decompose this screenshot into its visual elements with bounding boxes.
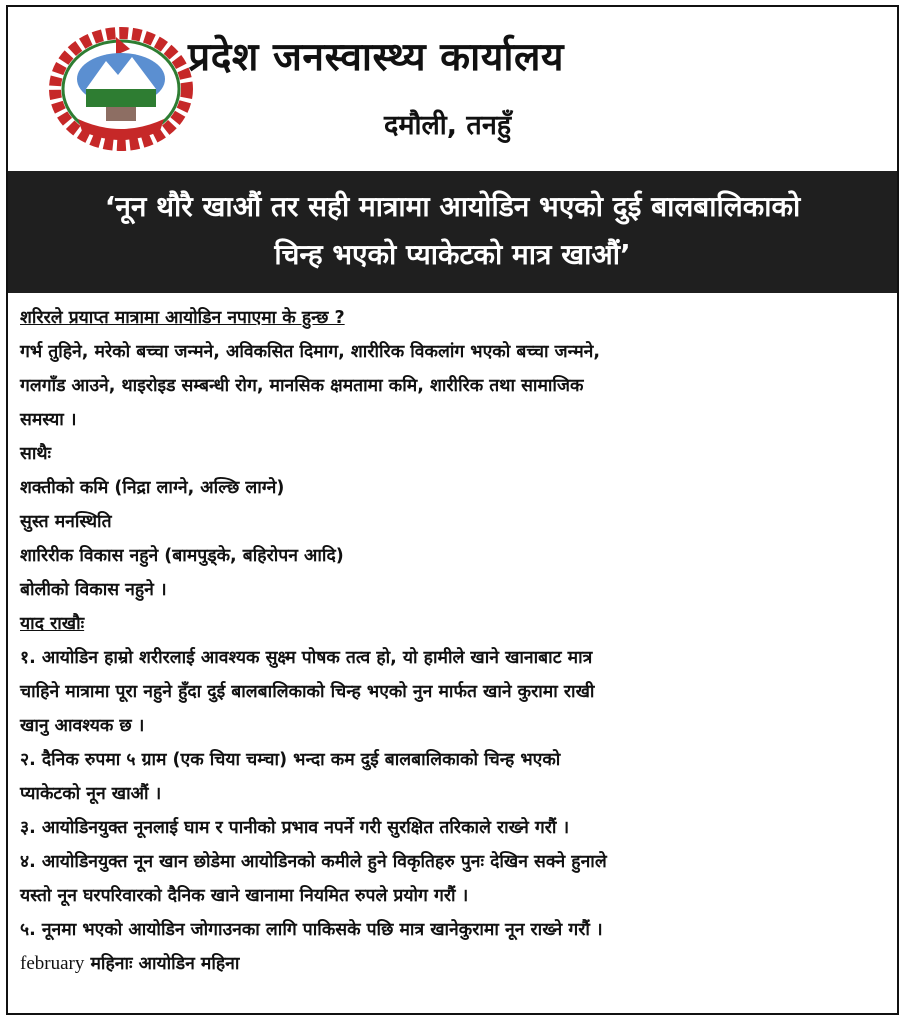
- point-4-line-2: यस्तो नून घरपरिवारको दैनिक खाने खानामा नियमित रुपले प्रयोग गरौं ।: [20, 886, 469, 906]
- effects-line-3: समस्या ।: [20, 410, 77, 430]
- effects-line-2: गलगाँड आउने, थाइरोइड सम्बन्धी रोग, मानसिक क्षमतामा कमि, शारीरिक तथा सामाजिक: [20, 376, 584, 396]
- remember-heading: याद राखौः: [20, 614, 85, 634]
- slogan-line-1: ‘नून थौरै खाऔं तर सही मात्रामा आयोडिन भएको दुई बालबालिकाको: [104, 190, 801, 223]
- question-heading: शरिरले प्रयाप्त मात्रामा आयोडिन नपाएमा के हुन्छ ?: [20, 308, 345, 328]
- notice-header: [8, 7, 897, 171]
- point-5-line-1: ५. नूनमा भएको आयोडिन जोगाउनका लागि पाकिसके पछि मात्र खानेकुरामा नून राख्ने गरौं ।: [20, 920, 603, 940]
- point-2-line-1: २. दैनिक रुपमा ५ ग्राम (एक चिया चम्चा) भन्दा कम दुई बालबालिकाको चिन्ह भएको: [20, 750, 561, 770]
- point-1-line-1: १. आयोडिन हाम्रो शरीरलाई आवश्यक सुक्ष्म पोषक तत्व हो, यो हामीले खाने खानाबाट मात्र: [20, 648, 593, 668]
- footer-month: february: [20, 953, 85, 974]
- slogan-line-2: चिन्ह भएको प्याकेटको मात्र खाऔं’: [274, 238, 631, 271]
- office-title: प्रदेश जनस्वास्थ्य कार्यालय: [188, 35, 565, 80]
- office-location: दमौली, तनहुँ: [384, 110, 512, 141]
- point-3-line-1: ३. आयोडिनयुक्त नूनलाई घाम र पानीको प्रभाव नपर्ने गरी सुरक्षित तरिकाले राख्ने गरौं ।: [20, 818, 570, 838]
- footer-line: [20, 947, 892, 981]
- nepal-government-emblem-icon: [46, 27, 196, 155]
- also-item-1: शक्तीको कमि (निद्रा लाग्ने, अल्छि लाग्ने): [20, 478, 285, 498]
- notice-frame: [6, 5, 899, 1015]
- footer-month-text: महिनाः आयोडिन महिना: [90, 954, 240, 974]
- point-1-line-3: खानु आवश्यक छ ।: [20, 716, 145, 736]
- slogan-banner: [8, 171, 897, 293]
- also-item-4: बोलीको विकास नहुने ।: [20, 580, 167, 600]
- effects-line-1: गर्भ तुहिने, मरेको बच्चा जन्मने, अविकसित दिमाग, शारीरिक विकलांग भएको बच्चा जन्मने,: [20, 342, 601, 362]
- also-item-3: शारिरीक विकास नहुने (बामपुड्के, बहिरोपन आदि): [20, 546, 344, 566]
- point-1-line-2: चाहिने मात्रामा पूरा नहुने हुँदा दुई बालबालिकाको चिन्ह भएको नुन मार्फत खाने कुरामा राखी: [20, 682, 595, 702]
- also-label: साथैः: [20, 444, 52, 464]
- point-4-line-1: ४. आयोडिनयुक्त नून खान छोडेमा आयोडिनको कमीले हुने विकृतिहरु पुनः देखिन सक्ने हुनाले: [20, 852, 607, 872]
- point-2-line-2: प्याकेटको नून खाऔं ।: [20, 784, 162, 804]
- also-item-2: सुस्त मनस्थिति: [20, 512, 112, 532]
- notice-body: [20, 301, 892, 981]
